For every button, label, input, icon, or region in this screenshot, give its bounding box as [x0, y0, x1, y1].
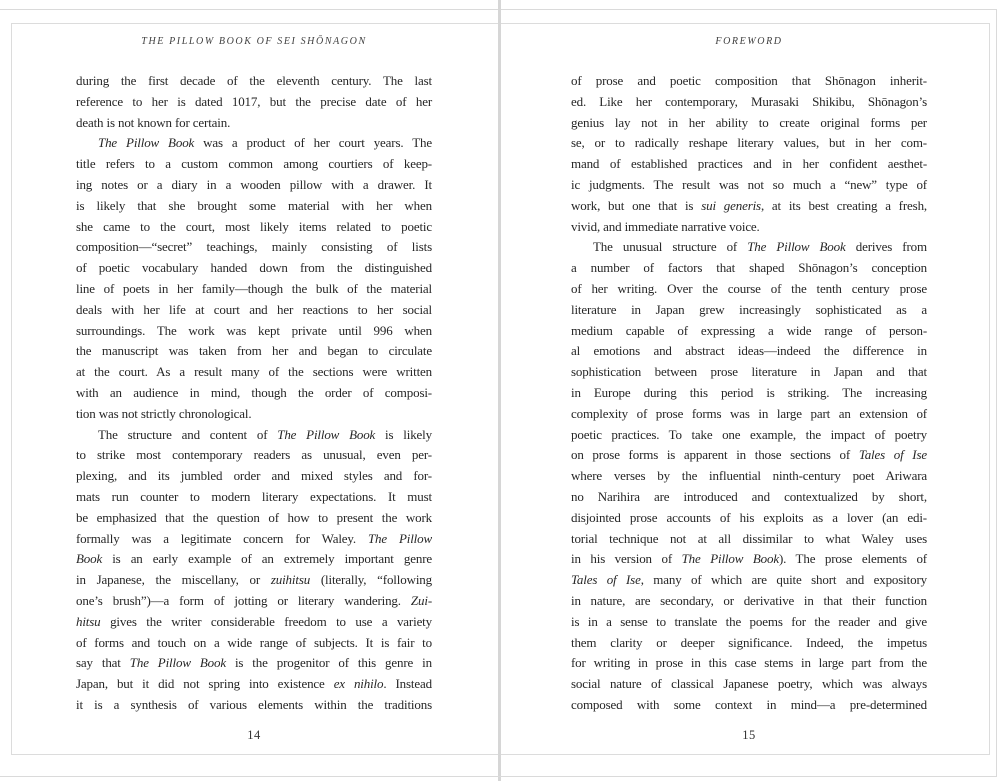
text-line: literature in Japan grew increasingly sophisticated as a — [571, 301, 927, 317]
page-number-right: 15 — [742, 728, 756, 742]
text-line: of forms and touch on a wide range of subjects. It is fair to — [76, 634, 432, 650]
text-line: poetic practices. To take one example, the impact of poetry — [571, 426, 927, 442]
text-line: a number of factors that shaped Shōnagon’s conception — [571, 260, 927, 276]
text-line: mand of established practices and in her confident aesthet- — [571, 156, 927, 172]
text-line: ed. Like her contemporary, Murasaki Shikibu, Shōnagon’s — [571, 93, 927, 109]
text-line: composed with some context in mind—a pre-determined — [571, 696, 927, 712]
page-left — [12, 24, 499, 754]
text-line: of her writing. Over the course of the tenth century prose — [571, 280, 927, 296]
text-column-left — [76, 24, 432, 754]
page-number-left: 14 — [247, 728, 261, 742]
text-line: to strike most contemporary readers as unusual, even per- — [76, 447, 432, 463]
text-line: plexing, and its jumbled order and mixed styles and for- — [76, 468, 432, 484]
text-line: during the first decade of the eleventh century. The last — [76, 73, 432, 88]
text-line: in Europe during this period is striking. The increasing — [571, 384, 927, 400]
text-line: reference to her is dated 1017, but the precise date of her — [76, 93, 432, 109]
text-line: mats run counter to modern literary expectations. It must — [76, 488, 432, 504]
text-line: in Japanese, the miscellany, or zuihitsu (literally, “following — [76, 572, 432, 588]
text-line: ing notes or a diary in a wooden pillow with a drawer. It — [76, 176, 432, 192]
text-line: formally was a legitimate concern for Waley. The Pillow — [76, 530, 432, 546]
page-right — [502, 24, 989, 754]
running-head-right: FOREWORD — [715, 36, 783, 47]
text-line: the manuscript was taken from her and began to circulate — [76, 343, 432, 359]
text-line: is in a sense to translate the poems for the reader and give — [571, 613, 927, 629]
text-block-right — [571, 71, 927, 716]
text-line: be emphasized that the question of how to present the work — [76, 509, 432, 525]
text-line: Japan, but it did not spring into existence ex nihilo. Instead — [76, 676, 432, 692]
text-line: deals with her life at court and her reactions to her social — [76, 301, 432, 317]
text-line: where verses by the influential ninth-century poet Ariwara — [571, 468, 927, 484]
text-line: Book is an early example of an extremely important genre — [76, 551, 432, 567]
text-line: surroundings. The work was kept private until 996 when — [76, 322, 432, 338]
text-line: se, or to radically reshape literary values, but in her com- — [571, 135, 927, 151]
text-line: vivid, and immediate narrative voice. — [571, 218, 760, 234]
text-line: death is not known for certain. — [76, 114, 231, 130]
text-line: work, but one that is sui generis, at its best creating a fresh, — [571, 197, 928, 213]
text-line: in nature, are secondary, or derivative in that their function — [571, 592, 927, 608]
text-line: say that The Pillow Book is the progenitor of this genre in — [76, 655, 432, 671]
text-line: with an audience in mind, though the order of composi- — [76, 384, 432, 400]
text-line: line of poets in her family—though the bulk of the material — [76, 280, 432, 296]
text-line: complexity of prose forms was in large part an extension of — [571, 405, 927, 421]
text-line: social nature of classical Japanese poetry, which was always — [571, 676, 927, 692]
text-line: The unusual structure of The Pillow Book derives from — [593, 239, 927, 255]
text-line: The Pillow Book was a product of her court years. The — [98, 135, 432, 151]
text-line: is likely that she brought some material with her when — [76, 197, 432, 213]
text-line: at the court. As a result many of the sections were written — [76, 364, 432, 380]
viewer-right-rule — [996, 9, 997, 777]
text-line: of poetic vocabulary handed down from the distinguished — [76, 260, 432, 276]
text-line: she came to the court, most likely items related to poetic — [76, 218, 432, 234]
text-line: genius lay not in her ability to create original forms per — [571, 114, 927, 130]
text-line: sophistication between prose literature in Japan and that — [571, 364, 927, 380]
text-line: medium capable of expressing a wide range of person- — [571, 322, 927, 338]
text-line: them clarity or deeper significance. Indeed, the impetus — [571, 634, 927, 650]
text-line: composition—“secret” teachings, mainly consisting of lists — [76, 239, 432, 255]
text-line: on prose forms is apparent in those sections of Tales of Ise — [571, 447, 927, 463]
text-line: one’s brush”)—a form of jotting or literary wandering. Zui- — [76, 592, 432, 608]
text-line: al emotions and abstract ideas—indeed the difference in — [571, 343, 927, 359]
text-line: torial technique not at all dissimilar to what Waley uses — [571, 530, 927, 546]
text-block-left — [76, 71, 432, 716]
text-line: in his version of The Pillow Book). The prose elements of — [571, 551, 927, 567]
viewer-bottom-rule — [0, 776, 997, 777]
text-line: tion was not strictly chronological. — [76, 405, 252, 421]
text-line: title refers to a custom common among courtiers of keep- — [76, 156, 432, 172]
text-line: Tales of Ise, many of which are quite short and expository — [571, 572, 927, 588]
gutter-divider — [498, 0, 501, 781]
text-column-right — [571, 24, 927, 754]
text-line: ic judgments. The result was not so much a “new” type of — [571, 176, 927, 192]
running-head-left: THE PILLOW BOOK OF SEI SHŌNAGON — [141, 36, 367, 47]
text-line: The structure and content of The Pillow Book is likely — [98, 426, 432, 442]
text-line: no Narihira are introduced and contextualized by short, — [571, 488, 927, 504]
text-line: it is a synthesis of various elements within the traditions — [76, 696, 432, 712]
text-line: for writing in prose in this case stems in large part from the — [571, 655, 927, 671]
text-line: disjointed prose accounts of his exploits as a lover (an edi- — [571, 509, 927, 525]
text-line: hitsu gives the writer considerable freedom to use a variety — [76, 613, 432, 629]
text-line: of prose and poetic composition that Shōnagon inherit- — [571, 73, 927, 88]
